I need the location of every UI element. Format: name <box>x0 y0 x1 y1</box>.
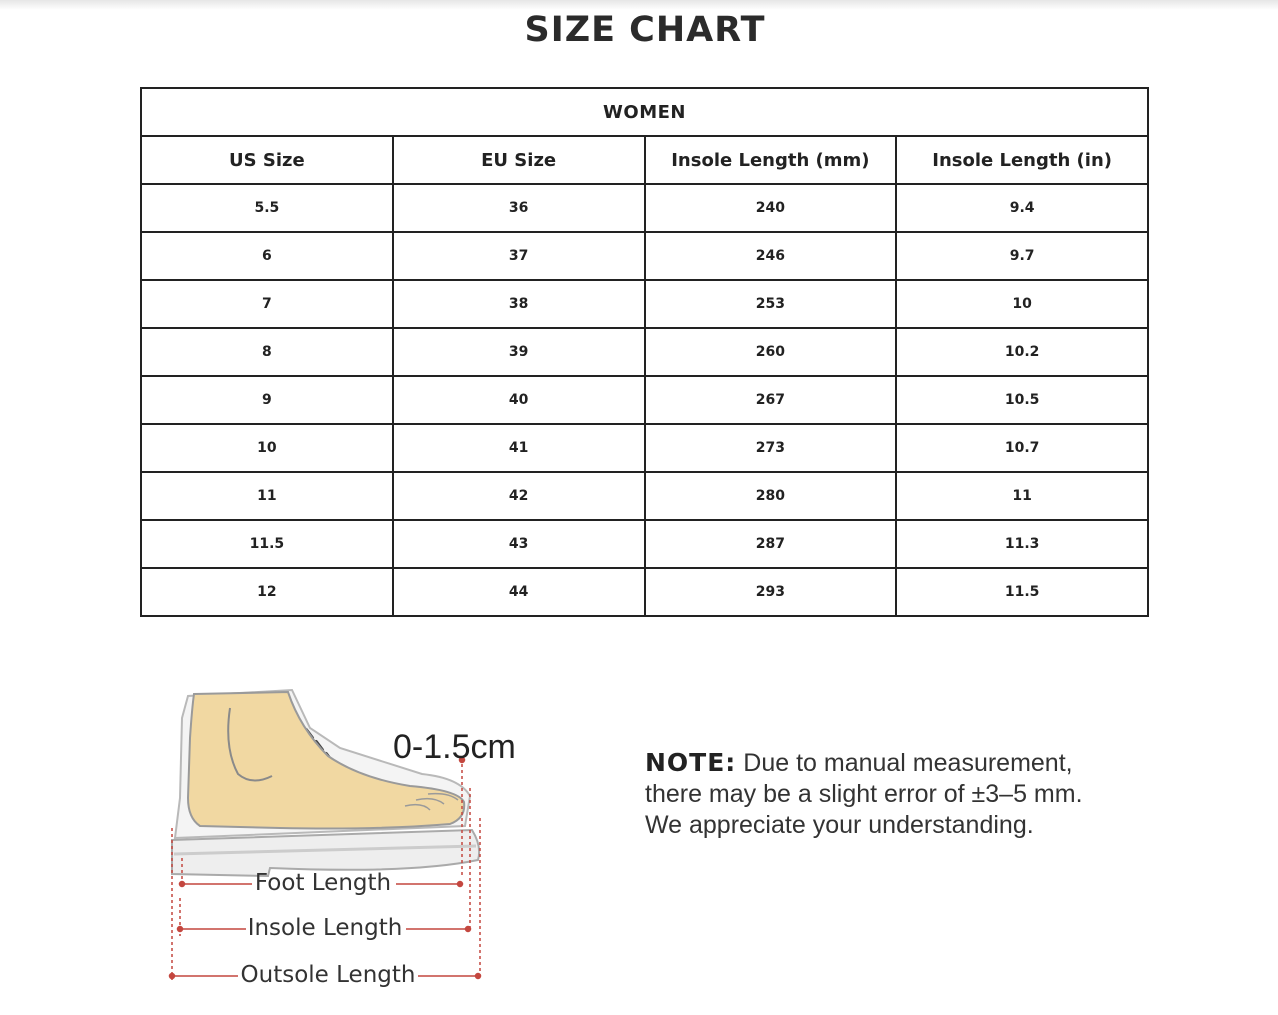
cell-insole-mm: 240 <box>645 184 897 232</box>
table-row <box>141 280 1148 328</box>
cell-insole-mm: 246 <box>645 232 897 280</box>
insole-length-label: Insole Length <box>247 915 403 941</box>
column-header-row <box>141 136 1148 184</box>
cell-insole-in: 9.4 <box>896 184 1148 232</box>
top-shadow <box>0 0 1278 10</box>
cell-us-size: 8 <box>141 328 393 376</box>
toe-gap-label: 0-1.5cm <box>393 728 516 766</box>
cell-us-size: 11.5 <box>141 520 393 568</box>
cell-us-size: 9 <box>141 376 393 424</box>
cell-insole-in: 10.2 <box>896 328 1148 376</box>
cell-insole-mm: 293 <box>645 568 897 616</box>
cell-insole-mm: 260 <box>645 328 897 376</box>
cell-insole-in: 11 <box>896 472 1148 520</box>
table-row <box>141 424 1148 472</box>
col-header-insole-in: Insole Length (in) <box>896 136 1148 184</box>
cell-insole-in: 9.7 <box>896 232 1148 280</box>
cell-insole-mm: 287 <box>645 520 897 568</box>
cell-eu-size: 36 <box>393 184 645 232</box>
foot-measurement-diagram <box>160 678 560 998</box>
cell-insole-mm: 267 <box>645 376 897 424</box>
table-row <box>141 376 1148 424</box>
col-header-eu-size: EU Size <box>393 136 645 184</box>
cell-insole-in: 11.5 <box>896 568 1148 616</box>
group-header-women: WOMEN <box>141 88 1148 136</box>
table-row <box>141 520 1148 568</box>
cell-insole-in: 10.7 <box>896 424 1148 472</box>
cell-us-size: 12 <box>141 568 393 616</box>
foot-length-label: Foot Length <box>254 870 392 896</box>
note-line-2: there may be a slight error of ±3–5 mm. <box>645 780 1083 808</box>
table-row <box>141 568 1148 616</box>
cell-insole-in: 11.3 <box>896 520 1148 568</box>
col-header-insole-mm: Insole Length (mm) <box>645 136 897 184</box>
table-row <box>141 472 1148 520</box>
cell-insole-mm: 273 <box>645 424 897 472</box>
cell-eu-size: 38 <box>393 280 645 328</box>
cell-us-size: 11 <box>141 472 393 520</box>
cell-us-size: 5.5 <box>141 184 393 232</box>
cell-insole-in: 10 <box>896 280 1148 328</box>
page-title: SIZE CHART <box>524 10 766 50</box>
note-text <box>645 747 1165 841</box>
col-header-us-size: US Size <box>141 136 393 184</box>
cell-insole-mm: 280 <box>645 472 897 520</box>
cell-eu-size: 42 <box>393 472 645 520</box>
table-row <box>141 184 1148 232</box>
size-table <box>140 87 1149 617</box>
note-line-3: We appreciate your understanding. <box>645 811 1034 839</box>
note-label: NOTE: <box>645 748 737 777</box>
cell-us-size: 10 <box>141 424 393 472</box>
cell-us-size: 6 <box>141 232 393 280</box>
cell-eu-size: 44 <box>393 568 645 616</box>
cell-eu-size: 37 <box>393 232 645 280</box>
outsole-length-label: Outsole Length <box>240 962 416 988</box>
cell-eu-size: 40 <box>393 376 645 424</box>
group-header-row <box>141 88 1148 136</box>
cell-insole-in: 10.5 <box>896 376 1148 424</box>
cell-eu-size: 43 <box>393 520 645 568</box>
table-row <box>141 232 1148 280</box>
cell-us-size: 7 <box>141 280 393 328</box>
note-line-1: Due to manual measurement, <box>743 749 1073 777</box>
cell-insole-mm: 253 <box>645 280 897 328</box>
table-row <box>141 328 1148 376</box>
cell-eu-size: 41 <box>393 424 645 472</box>
cell-eu-size: 39 <box>393 328 645 376</box>
